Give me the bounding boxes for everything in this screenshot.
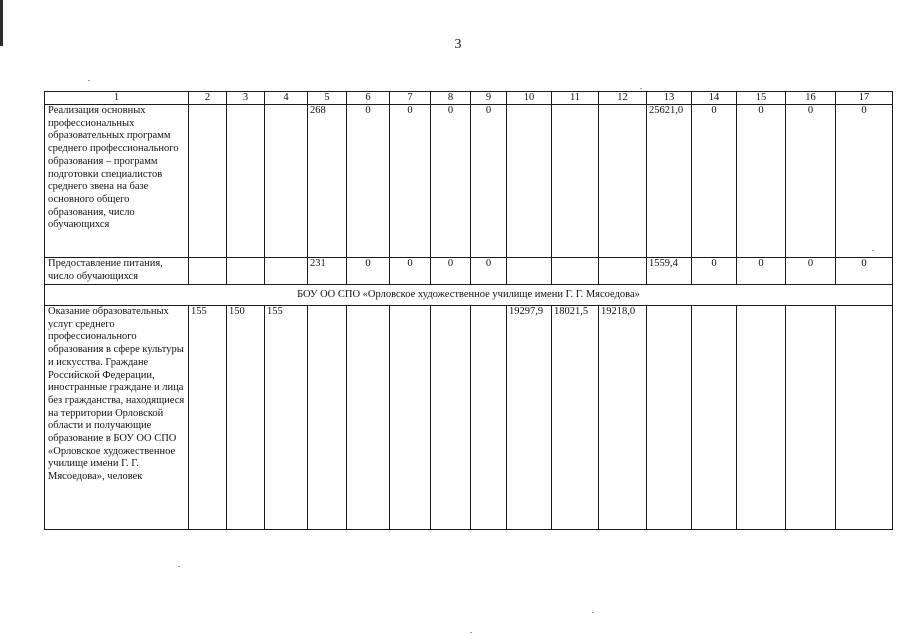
header-cell: 15 bbox=[737, 92, 786, 105]
table-row bbox=[45, 105, 893, 258]
table-cell: 155 bbox=[189, 306, 227, 530]
table-cell bbox=[265, 105, 308, 258]
header-cell: 1 bbox=[45, 92, 189, 105]
header-cell: 2 bbox=[189, 92, 227, 105]
table-cell bbox=[227, 105, 265, 258]
header-cell: 3 bbox=[227, 92, 265, 105]
table-cell bbox=[692, 306, 737, 530]
table-cell: 0 bbox=[390, 258, 431, 285]
table-cell bbox=[786, 306, 836, 530]
table-cell: 0 bbox=[471, 258, 507, 285]
table-cell bbox=[471, 306, 507, 530]
table-cell: 0 bbox=[786, 105, 836, 258]
table-cell: 0 bbox=[471, 105, 507, 258]
header-cell: 12 bbox=[599, 92, 647, 105]
header-cell: 10 bbox=[507, 92, 552, 105]
table-cell: 0 bbox=[737, 105, 786, 258]
table-cell: 231 bbox=[308, 258, 347, 285]
table-cell: 0 bbox=[431, 105, 471, 258]
table-cell bbox=[599, 105, 647, 258]
table-cell bbox=[265, 258, 308, 285]
table-cell: 1559,4 bbox=[647, 258, 692, 285]
table-cell: 19297,9 bbox=[507, 306, 552, 530]
table-cell bbox=[189, 258, 227, 285]
table-cell bbox=[189, 105, 227, 258]
table-cell: 0 bbox=[836, 258, 893, 285]
table-cell: 0 bbox=[692, 258, 737, 285]
table-cell: 268 bbox=[308, 105, 347, 258]
table-row bbox=[45, 258, 893, 285]
header-cell: 5 bbox=[308, 92, 347, 105]
table-cell bbox=[647, 306, 692, 530]
table-cell: 0 bbox=[692, 105, 737, 258]
section-row bbox=[45, 285, 893, 306]
header-row bbox=[45, 92, 893, 105]
table-cell: 155 bbox=[265, 306, 308, 530]
table-cell: 0 bbox=[347, 105, 390, 258]
table-cell bbox=[347, 306, 390, 530]
header-cell: 4 bbox=[265, 92, 308, 105]
table-cell bbox=[431, 306, 471, 530]
table-cell bbox=[836, 306, 893, 530]
data-table bbox=[44, 91, 893, 530]
scan-speck bbox=[88, 80, 90, 81]
table-cell bbox=[599, 258, 647, 285]
table-cell: 0 bbox=[347, 258, 390, 285]
table-cell bbox=[552, 105, 599, 258]
table-cell: 0 bbox=[786, 258, 836, 285]
table-cell bbox=[308, 306, 347, 530]
table-cell: 19218,0 bbox=[599, 306, 647, 530]
table-cell: 0 bbox=[836, 105, 893, 258]
table-cell: 0 bbox=[737, 258, 786, 285]
page-number: 3 bbox=[454, 37, 462, 52]
header-cell: 17 bbox=[836, 92, 893, 105]
table-cell bbox=[227, 258, 265, 285]
header-cell: 13 bbox=[647, 92, 692, 105]
header-cell: 14 bbox=[692, 92, 737, 105]
scan-speck bbox=[178, 566, 180, 567]
table-cell: 0 bbox=[431, 258, 471, 285]
table-cell bbox=[507, 258, 552, 285]
table-cell: 0 bbox=[390, 105, 431, 258]
table-cell bbox=[507, 105, 552, 258]
header-cell: 9 bbox=[471, 92, 507, 105]
header-cell: 6 bbox=[347, 92, 390, 105]
table-row bbox=[45, 306, 893, 530]
table-cell: 25621,0 bbox=[647, 105, 692, 258]
header-cell: 8 bbox=[431, 92, 471, 105]
header-cell: 11 bbox=[552, 92, 599, 105]
scan-speck bbox=[640, 88, 642, 89]
row-description: Реализация основных профессиональных образовательных программ среднего профессионального образования – программ подготовки специалистов среднего звена на базе основного общего образования, число обучающихся bbox=[45, 105, 189, 258]
section-title: БОУ ОО СПО «Орловское художественное училище имени Г. Г. Мясоедова» bbox=[45, 285, 893, 306]
row-description: Предоставление питания, число обучающихся bbox=[45, 258, 189, 285]
scan-speck bbox=[872, 250, 874, 251]
table-cell bbox=[552, 258, 599, 285]
table-cell: 150 bbox=[227, 306, 265, 530]
scan-speck bbox=[470, 632, 472, 633]
scan-edge-mark bbox=[0, 0, 3, 46]
scan-speck bbox=[592, 612, 594, 613]
row-description: Оказание образовательных услуг среднего профессионального образования в сфере культуры и искусства. Граждане Российской Федерации, иностранные граждане и лица без гражданства, находящиеся на территории Орловской области и получающие образование в БОУ ОО СПО «Орловское художественное училище имени Г. Г. Мясоедова», человек bbox=[45, 306, 189, 530]
header-cell: 16 bbox=[786, 92, 836, 105]
header-cell: 7 bbox=[390, 92, 431, 105]
table-cell bbox=[390, 306, 431, 530]
table-cell: 18021,5 bbox=[552, 306, 599, 530]
table-cell bbox=[737, 306, 786, 530]
